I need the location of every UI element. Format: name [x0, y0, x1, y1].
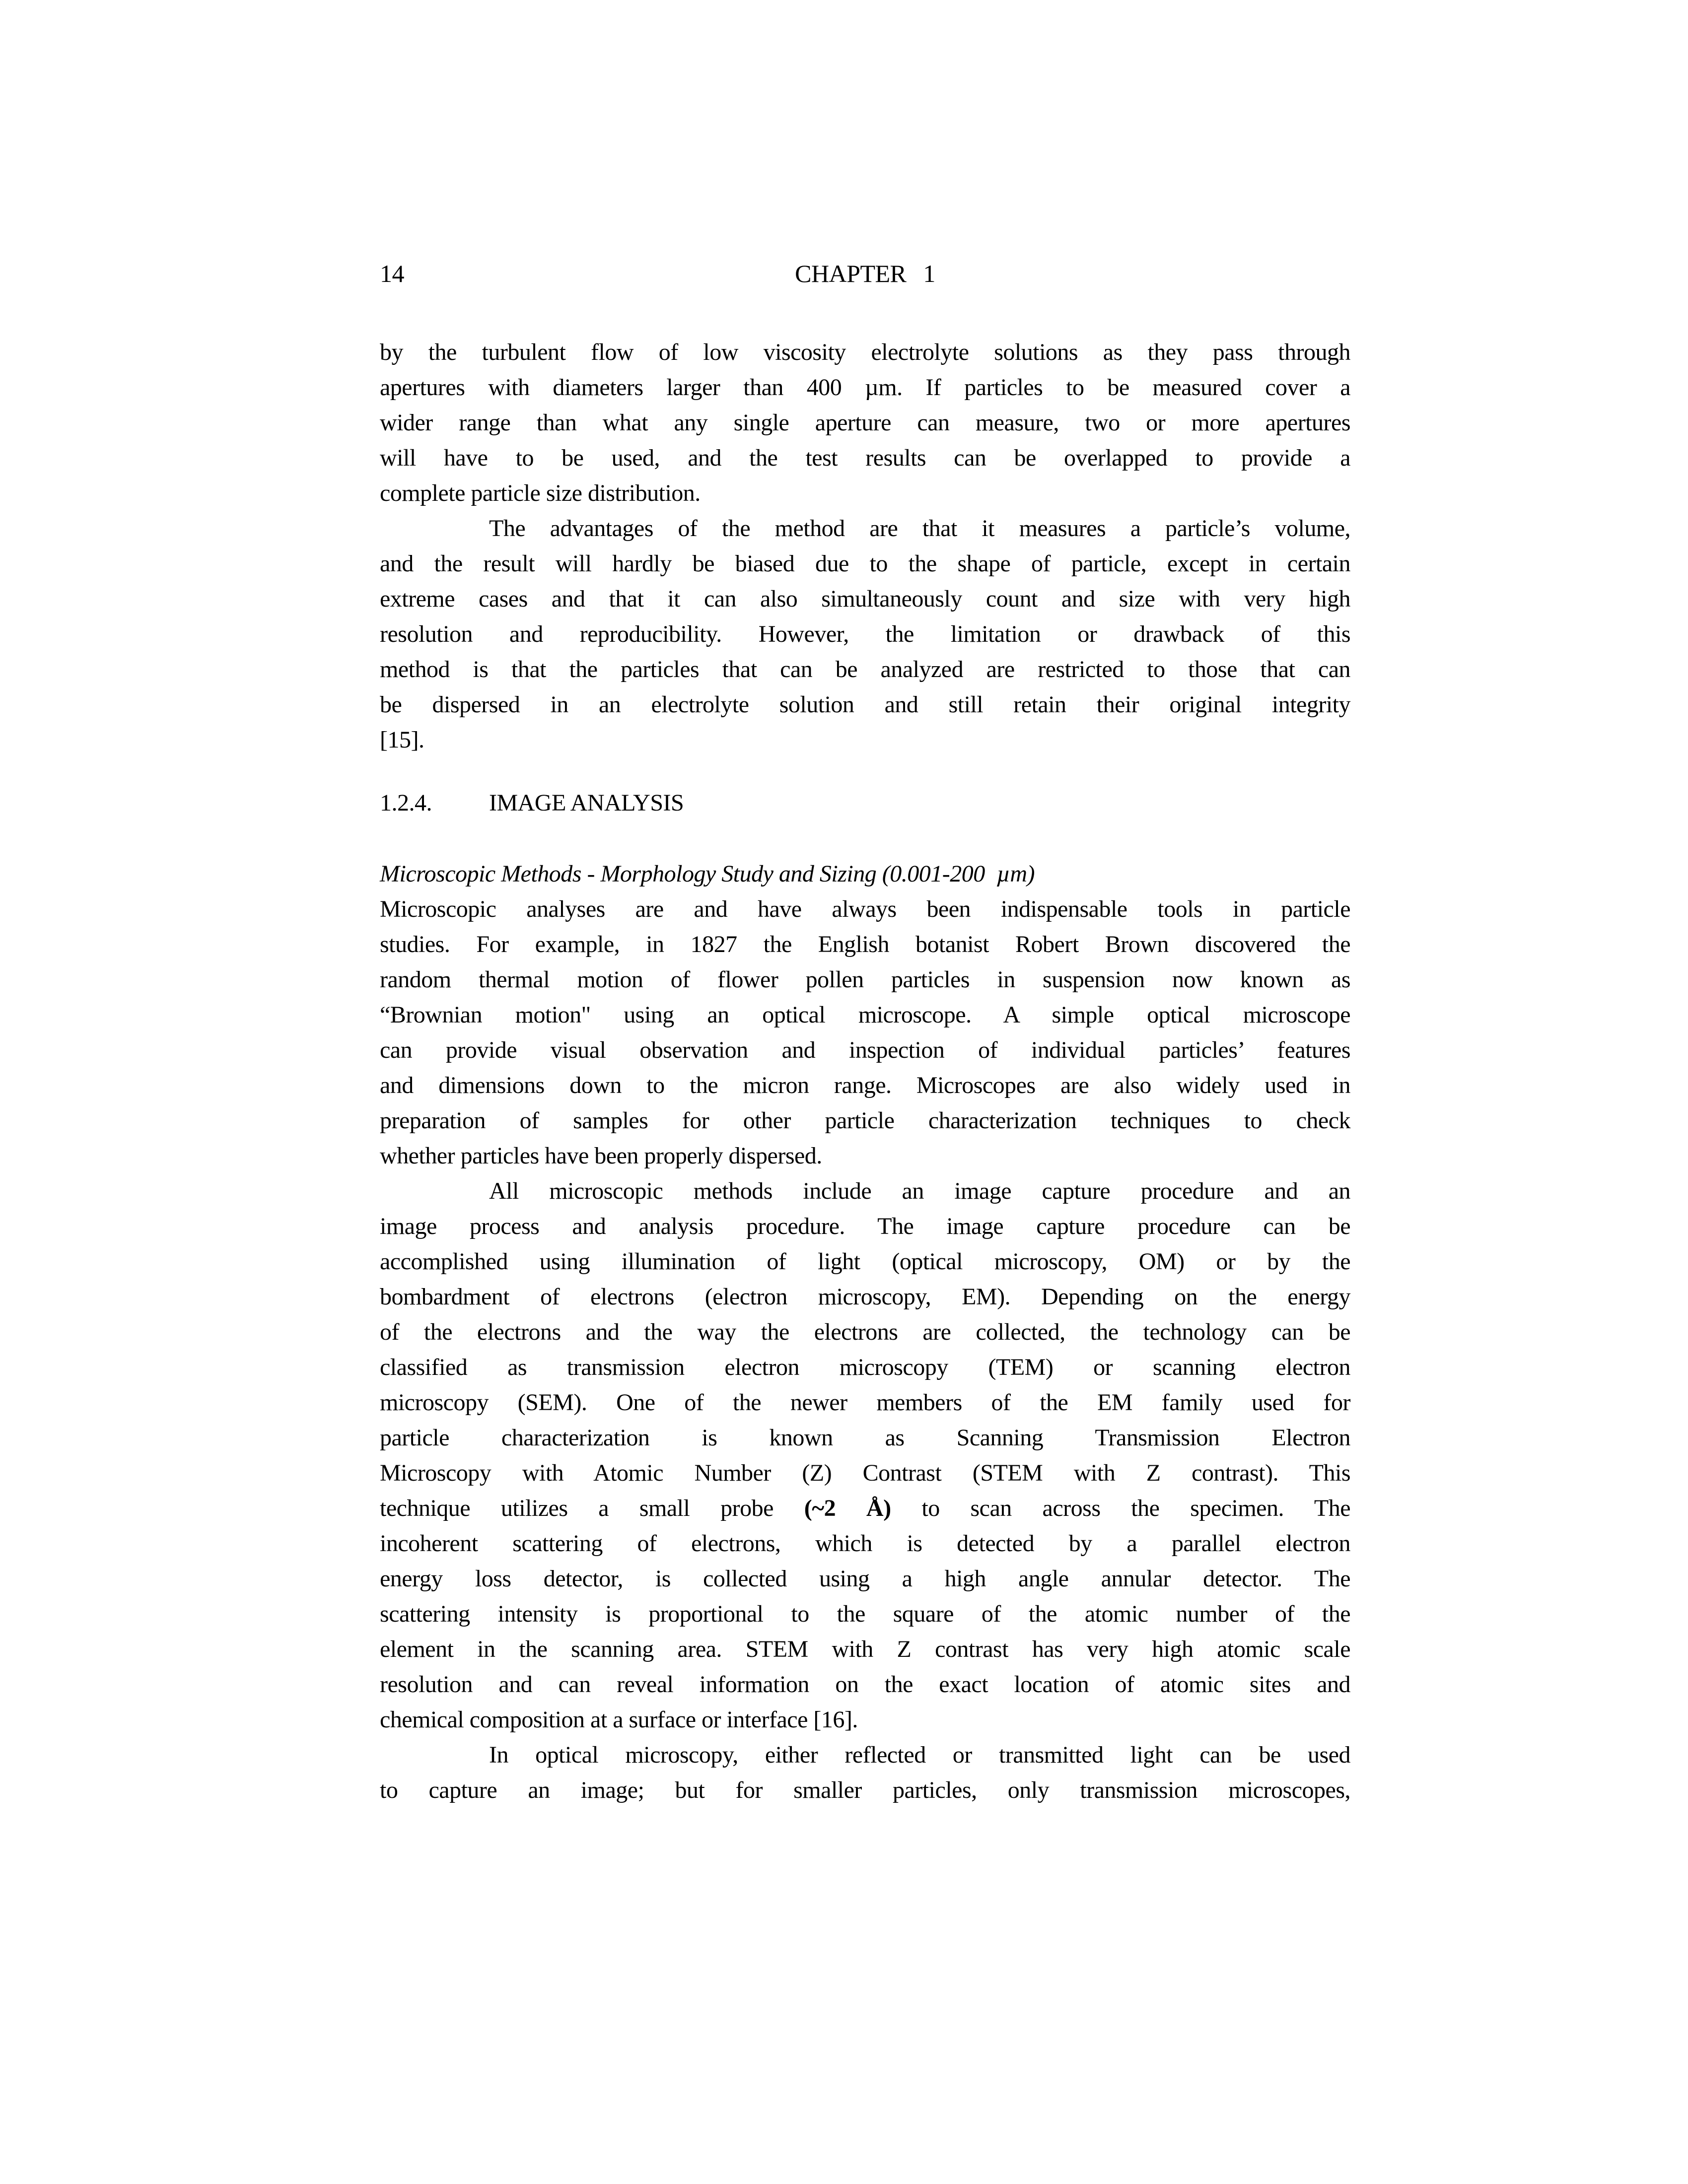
body-line: element in the scanning area. STEM with Z contrast has very high atomic scale [380, 1636, 1350, 1662]
body-line: Microscopy with Atomic Number (Z) Contrast (STEM with Z contrast). This [380, 1460, 1350, 1486]
body-line: The advantages of the method are that it measures a particle’s volume, [489, 515, 1350, 542]
running-head: CHAPTER 1 [795, 260, 935, 287]
body-line: resolution and can reveal information on the exact location of atomic sites and [380, 1671, 1350, 1698]
body-line: extreme cases and that it can also simultaneously count and size with very high [380, 586, 1350, 612]
section-heading [380, 785, 1350, 820]
body-line: classified as transmission electron microscopy (TEM) or scanning electron [380, 1354, 1350, 1380]
body-line: of the electrons and the way the electrons are collected, the technology can be [380, 1319, 1350, 1345]
paragraph [380, 511, 1350, 757]
body-line: wider range than what any single aperture can measure, two or more apertures [380, 410, 1350, 436]
body-line: Microscopic analyses are and have always been indispensable tools in particle [380, 896, 1350, 922]
body-line: scattering intensity is proportional to the square of the atomic number of the [380, 1601, 1350, 1627]
text-flow [380, 335, 1350, 1808]
body-line: particle characterization is known as Scanning Transmission Electron [380, 1425, 1350, 1451]
body-line: and dimensions down to the micron range. Microscopes are also widely used in [380, 1072, 1350, 1098]
body-line: In optical microscopy, either reflected or transmitted light can be used [489, 1742, 1350, 1768]
body-line: by the turbulent flow of low viscosity electrolyte solutions as they pass through [380, 339, 1350, 365]
page-header [380, 258, 1350, 289]
body-line: studies. For example, in 1827 the English botanist Robert Brown discovered the [380, 931, 1350, 957]
section-number: 1.2.4. [380, 790, 432, 816]
text-segment: to scan across the specimen. The [891, 1495, 1350, 1521]
body-line: random thermal motion of flower pollen particles in suspension now known as [380, 966, 1350, 993]
body-line: method is that the particles that can be analyzed are restricted to those that can [380, 656, 1350, 682]
body-line: resolution and reproducibility. However, the limitation or drawback of this [380, 621, 1350, 647]
paragraph [380, 335, 1350, 511]
paragraph [380, 1173, 1350, 1737]
body-line: whether particles have been properly dispersed. [380, 1143, 822, 1169]
page-number: 14 [380, 260, 404, 287]
section-title: IMAGE ANALYSIS [489, 790, 684, 816]
body-line: chemical composition at a surface or interface [16]. [380, 1706, 858, 1733]
text-segment: technique utilizes a small probe [380, 1495, 804, 1521]
text-block [380, 258, 1350, 1808]
subsection-heading: Microscopic Methods - Morphology Study and Sizing (0.001-200 µm) [380, 861, 1035, 887]
body-line [380, 1491, 1350, 1526]
body-line: incoherent scattering of electrons, which is detected by a parallel electron [380, 1530, 1350, 1557]
body-line: All microscopic methods include an image capture procedure and an [489, 1178, 1350, 1204]
body-line: image process and analysis procedure. The image capture procedure can be [380, 1213, 1350, 1239]
body-line: “Brownian motion" using an optical microscope. A simple optical microscope [380, 1002, 1350, 1028]
body-line: apertures with diameters larger than 400 µm. If particles to be measured cover a [380, 374, 1350, 401]
paragraph [380, 1737, 1350, 1808]
body-line: energy loss detector, is collected using a high angle annular detector. The [380, 1566, 1350, 1592]
bold-text-segment: (~2 Å) [804, 1495, 891, 1521]
body-line: can provide visual observation and inspection of individual particles’ features [380, 1037, 1350, 1063]
body-line: accomplished using illumination of light (optical microscopy, OM) or by the [380, 1248, 1350, 1275]
body-line: complete particle size distribution. [380, 480, 701, 506]
paragraph [380, 891, 1350, 1173]
body-line: and the result will hardly be biased due to the shape of particle, except in certain [380, 550, 1350, 577]
body-line: preparation of samples for other particle characterization techniques to check [380, 1107, 1350, 1134]
body-line: microscopy (SEM). One of the newer members of the EM family used for [380, 1389, 1350, 1416]
body-line: be dispersed in an electrolyte solution and still retain their original integrity [380, 691, 1350, 718]
body-line: [15]. [380, 727, 424, 753]
body-line: bombardment of electrons (electron microscopy, EM). Depending on the energy [380, 1284, 1350, 1310]
body-line: will have to be used, and the test results can be overlapped to provide a [380, 445, 1350, 471]
body-line: to capture an image; but for smaller particles, only transmission microscopes, [380, 1777, 1350, 1803]
